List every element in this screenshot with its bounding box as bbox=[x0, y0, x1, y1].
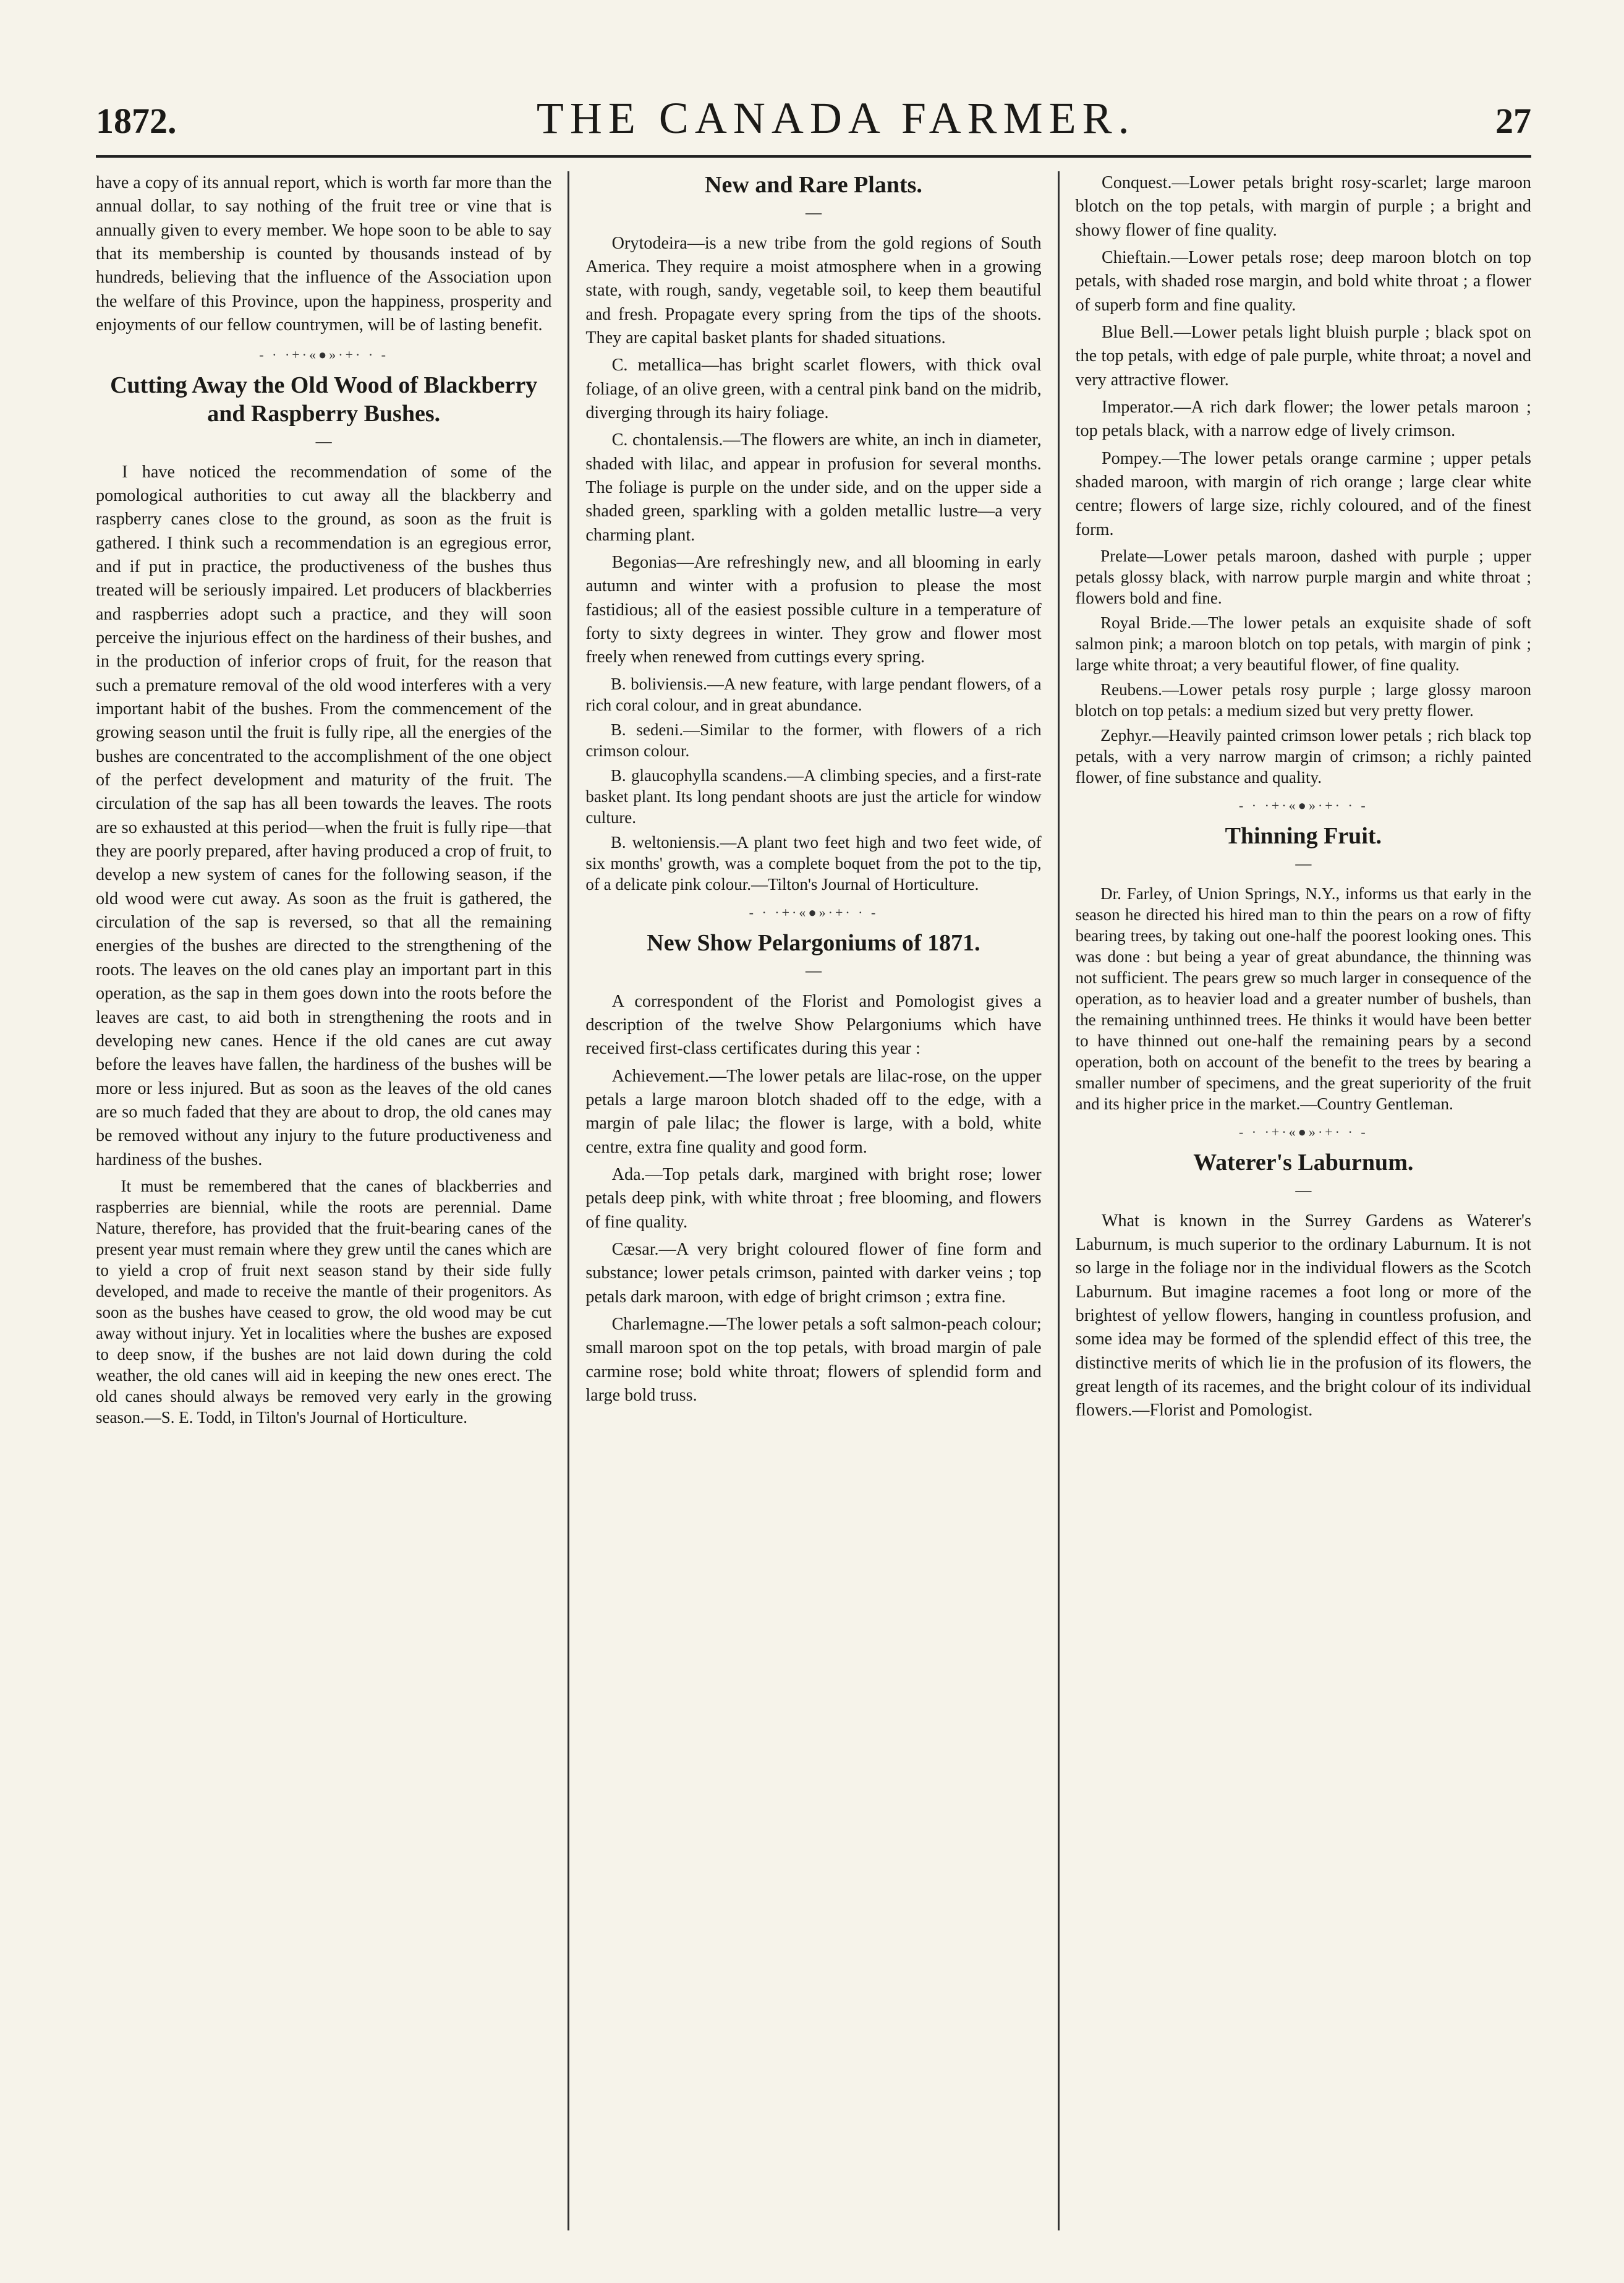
pelargonium-entry: Conquest.—Lower petals bright rosy-scarlet; large maroon blotch on the top petals, with margin of purple ; a bright and showy flower of fine quality. bbox=[1075, 173, 1531, 240]
column-middle bbox=[568, 171, 1057, 2230]
plant-entry: C. chontalensis.—The flowers are white, an inch in diameter, shaded with lilac, and appear in profusion for several months. The foliage is purple on the under side, and on the upper side a shaded green, sparkling with a golden metallic lustre—a very charming plant. bbox=[585, 430, 1042, 545]
section-separator: - · ·+·«●»·+· · - bbox=[259, 347, 389, 363]
issue-year: 1872. bbox=[96, 101, 177, 141]
article-paragraph: Dr. Farley, of Union Springs, N.Y., informs us that early in the season he directed his hired man to thin the pears on a row of fifty bearing trees, by taking out one-half the poorest looking ones. This was done : but being a year of great abundance, the thinning was not sufficient. The pears grew so much larger in consequence of the operation, as to heavier load and a greater number of bushels, than the remaining unthinned trees. He thinks it would have been better to have thinned out one-half the remaining pears by a second operation, both on account of the benefit to the trees by bearing a smaller number of specimens, and the great superiority of the fruit and its higher price in the market.—Country Gentleman. bbox=[1075, 884, 1531, 1114]
masthead bbox=[96, 93, 1531, 158]
plant-entry: B. boliviensis.—A new feature, with large pendant flowers, of a rich coral colour, and in great abundance. bbox=[585, 674, 1042, 714]
column-right bbox=[1058, 171, 1531, 2230]
pelargonium-entry: Imperator.—A rich dark flower; the lower petals maroon ; top petals black, with a narrow edge of lively crimson. bbox=[1075, 398, 1531, 441]
section-separator: - · ·+·«●»·+· · - bbox=[1238, 1124, 1368, 1140]
article-heading-new-rare-plants: New and Rare Plants. bbox=[705, 172, 922, 198]
section-separator: - · ·+·«●»·+· · - bbox=[1238, 798, 1368, 814]
newspaper-title: THE CANADA FARMER. bbox=[536, 93, 1136, 143]
pelargonium-entry: Zephyr.—Heavily painted crimson lower petals ; rich black top petals, with a very narrow margin of crimson; a richly painted flower, of fine substance and quality. bbox=[1075, 726, 1531, 787]
heading-rule: — bbox=[1295, 854, 1312, 873]
pelargonium-entry: Cæsar.—A very bright coloured flower of fine form and substance; lower petals crimson, painted with darker veins ; top petals dark maroon, with edge of bright crimson ; extra fine. bbox=[585, 1239, 1042, 1307]
article-heading-thinning-fruit: Thinning Fruit. bbox=[1225, 823, 1382, 850]
column-left bbox=[96, 171, 568, 2230]
pelargonium-entry: Blue Bell.—Lower petals light bluish purple ; black spot on the top petals, with edge of pale purple, white throat; a novel and very attractive flower. bbox=[1075, 323, 1531, 390]
plant-entry: B. weltoniensis.—A plant two feet high and two feet wide, of six months' growth, was a complete boquet from the pot to the tip, of a delicate pink colour.—Tilton's Journal of Horticulture. bbox=[585, 832, 1042, 894]
pelargonium-intro: A correspondent of the Florist and Pomologist gives a description of the twelve Show Pelargoniums which have received first-class certificates during this year : bbox=[585, 991, 1042, 1059]
plant-entry: B. sedeni.—Similar to the former, with flowers of a rich crimson colour. bbox=[585, 720, 1042, 760]
pelargonium-entry: Chieftain.—Lower petals rose; deep maroon blotch on top petals, with shaded rose margin, and bold white throat ; a flower of superb form and fine quality. bbox=[1075, 248, 1531, 315]
article-paragraph: What is known in the Surrey Gardens as Waterer's Laburnum, is much superior to the ordinary Laburnum. It is not so large in the foliage nor in the individual flowers as the Scotch Laburnum. But imagine racemes a foot long or more of the brightest of yellow flowers, hanging in countless profusion, and some idea may be formed of the splendid effect of this tree, the distinctive merits of which lie in the profusion of its flowers, the great length of its racemes, and the bright colour of its individual flowers.—Florist and Pomologist. bbox=[1075, 1211, 1531, 1420]
article-heading-pelargoniums: New Show Pelargoniums of 1871. bbox=[647, 929, 980, 956]
heading-rule: — bbox=[805, 961, 822, 979]
heading-rule: — bbox=[805, 203, 822, 221]
section-separator: - · ·+·«●»·+· · - bbox=[749, 904, 878, 920]
article-columns bbox=[96, 171, 1531, 2230]
pelargonium-entry: Reubens.—Lower petals rosy purple ; large glossy maroon blotch on top petals: a medium sized but very pretty flower. bbox=[1075, 680, 1531, 720]
pelargonium-entry: Pompey.—The lower petals orange carmine ; upper petals shaded maroon, with margin of rich orange ; large clear white centre; flowers of large size, richly coloured, and of the finest form. bbox=[1075, 448, 1531, 539]
heading-rule: — bbox=[315, 432, 332, 450]
plant-entry: C. metallica—has bright scarlet flowers, with thick oval foliage, of an olive green, with a central pink band on the midrib, diverging through its hairy foliage. bbox=[585, 356, 1042, 422]
article-heading-blackberry: Cutting Away the Old Wood of Blackberry and Raspberry Bushes. bbox=[110, 372, 538, 427]
article-heading-laburnum: Waterer's Laburnum. bbox=[1193, 1150, 1414, 1176]
pelargonium-entry: Achievement.—The lower petals are lilac-rose, on the upper petals a large maroon blotch shaded off to the edge, with a margin of pale lilac; the flower is large, with a bold, white centre, extra fine quality and good form. bbox=[585, 1066, 1042, 1157]
article-paragraph: I have noticed the recommendation of some of the pomological authorities to cut away all the blackberry and raspberry canes close to the ground, as soon as the fruit is gathered. I think such a recommendation is an egregious error, and if put in practice, the productiveness of the bushes thus treated will be seriously impaired. Let producers of blackberries and raspberries adopt such a practice, and they will soon perceive the injurious effect on the hardiness of their bushes, and in the production of inferior crops of fruit, for the reason that such a premature removal of the old wood interferes with a very important habit of the bushes. From the commencement of the growing season until the fruit is fully ripe, all the energies of the bushes are concentrated to the accomplishment of the one object of the perfect development and maturity of the fruit. The circulation of the sap has all been towards the leaves. The roots are so exhausted at this period—when the fruit is fully ripe—that they are poorly prepared, after having produced a crop of fruit, to develop a new system of canes for the following season, if the old wood were cut away. As soon as the fruit is gathered, the circulation of the sap is reversed, so that all the remaining energies of the bushes are directed to the strengthening of the roots. The leaves on the old canes play an important part in this operation, as the sap in them goes down into the roots before the leaves are cast, to aid both in strengthening the roots and in developing new canes. Hence if the old canes are cut away before the leaves have fallen, the hardiness of the bushes will be more or less injured. But as soon as the leaves of the old canes are so much faded that they are about to drop, the old canes may be removed without any injury to the future productiveness and hardiness of the bushes. bbox=[96, 462, 552, 1169]
page-number: 27 bbox=[1495, 101, 1531, 141]
pelargonium-entry: Prelate—Lower petals maroon, dashed with purple ; upper petals glossy black, with narrow purple margin and white throat ; flowers bold and fine. bbox=[1075, 547, 1531, 608]
pelargonium-entry: Ada.—Top petals dark, margined with bright rose; lower petals deep pink, with white throat ; free blooming, and flowers of fine quality. bbox=[585, 1164, 1042, 1232]
pelargonium-entry: Royal Bride.—The lower petals an exquisite shade of soft salmon pink; a maroon blotch on top petals, with margin of pink ; large white throat; a very beautiful flower, of fine quality. bbox=[1075, 613, 1531, 675]
article-paragraph: It must be remembered that the canes of blackberries and raspberries are biennial, while the roots are perennial. Dame Nature, therefore, has provided that the fruit-bearing canes of the present year must remain where they grew until the canes which are to yield a crop of fruit next season stand by their side fully developed, and made to receive the mantle of their progenitors. As soon as the bushes have ceased to grow, the old wood may be cut away without injury. Yet in localities where the bushes are exposed to deep snow, if the bushes are not laid down during the cold weather, the old canes will aid in keeping the new ones erect. The old canes should always be removed very early in the growing season.—S. E. Todd, in Tilton's Journal of Horticulture. bbox=[96, 1176, 552, 1427]
plant-entry: B. glaucophylla scandens.—A climbing species, and a first-rate basket plant. Its long pendant shoots are just the article for window culture. bbox=[585, 766, 1042, 827]
plant-entry: Begonias—Are refreshingly new, and all blooming in early autumn and winter with a profusion to please the most fastidious; all of the easiest possible culture in a temperature of forty to sixty degrees in winter. They grow and flower most freely when renewed from cuttings every spring. bbox=[585, 553, 1042, 667]
heading-rule: — bbox=[1295, 1180, 1312, 1199]
plant-entry: Orytodeira—is a new tribe from the gold regions of South America. They require a moist atmosphere when in a growing state, with rough, sandy, vegetable soil, to keep them beautiful and fresh. Propagate every spring from the tips of the shoots. They are capital basket plants for shaded situations. bbox=[585, 233, 1042, 348]
pelargonium-entry: Charlemagne.—The lower petals a soft salmon-peach colour; small maroon spot on the top petals, with broad margin of pale carmine rose; bold white throat; flowers of splendid form and large bold truss. bbox=[585, 1315, 1042, 1406]
article-continuation: have a copy of its annual report, which is worth far more than the annual dollar, to say nothing of the fruit tree or vine that is annually given to every member. We hope soon to be able to say that its membership is counted by thousands instead of by hundreds, believing that the influence of the Association upon the welfare of this Province, upon the happiness, prosperity and enjoyments of our fellow countrymen, will be of lasting benefit. bbox=[96, 173, 552, 335]
